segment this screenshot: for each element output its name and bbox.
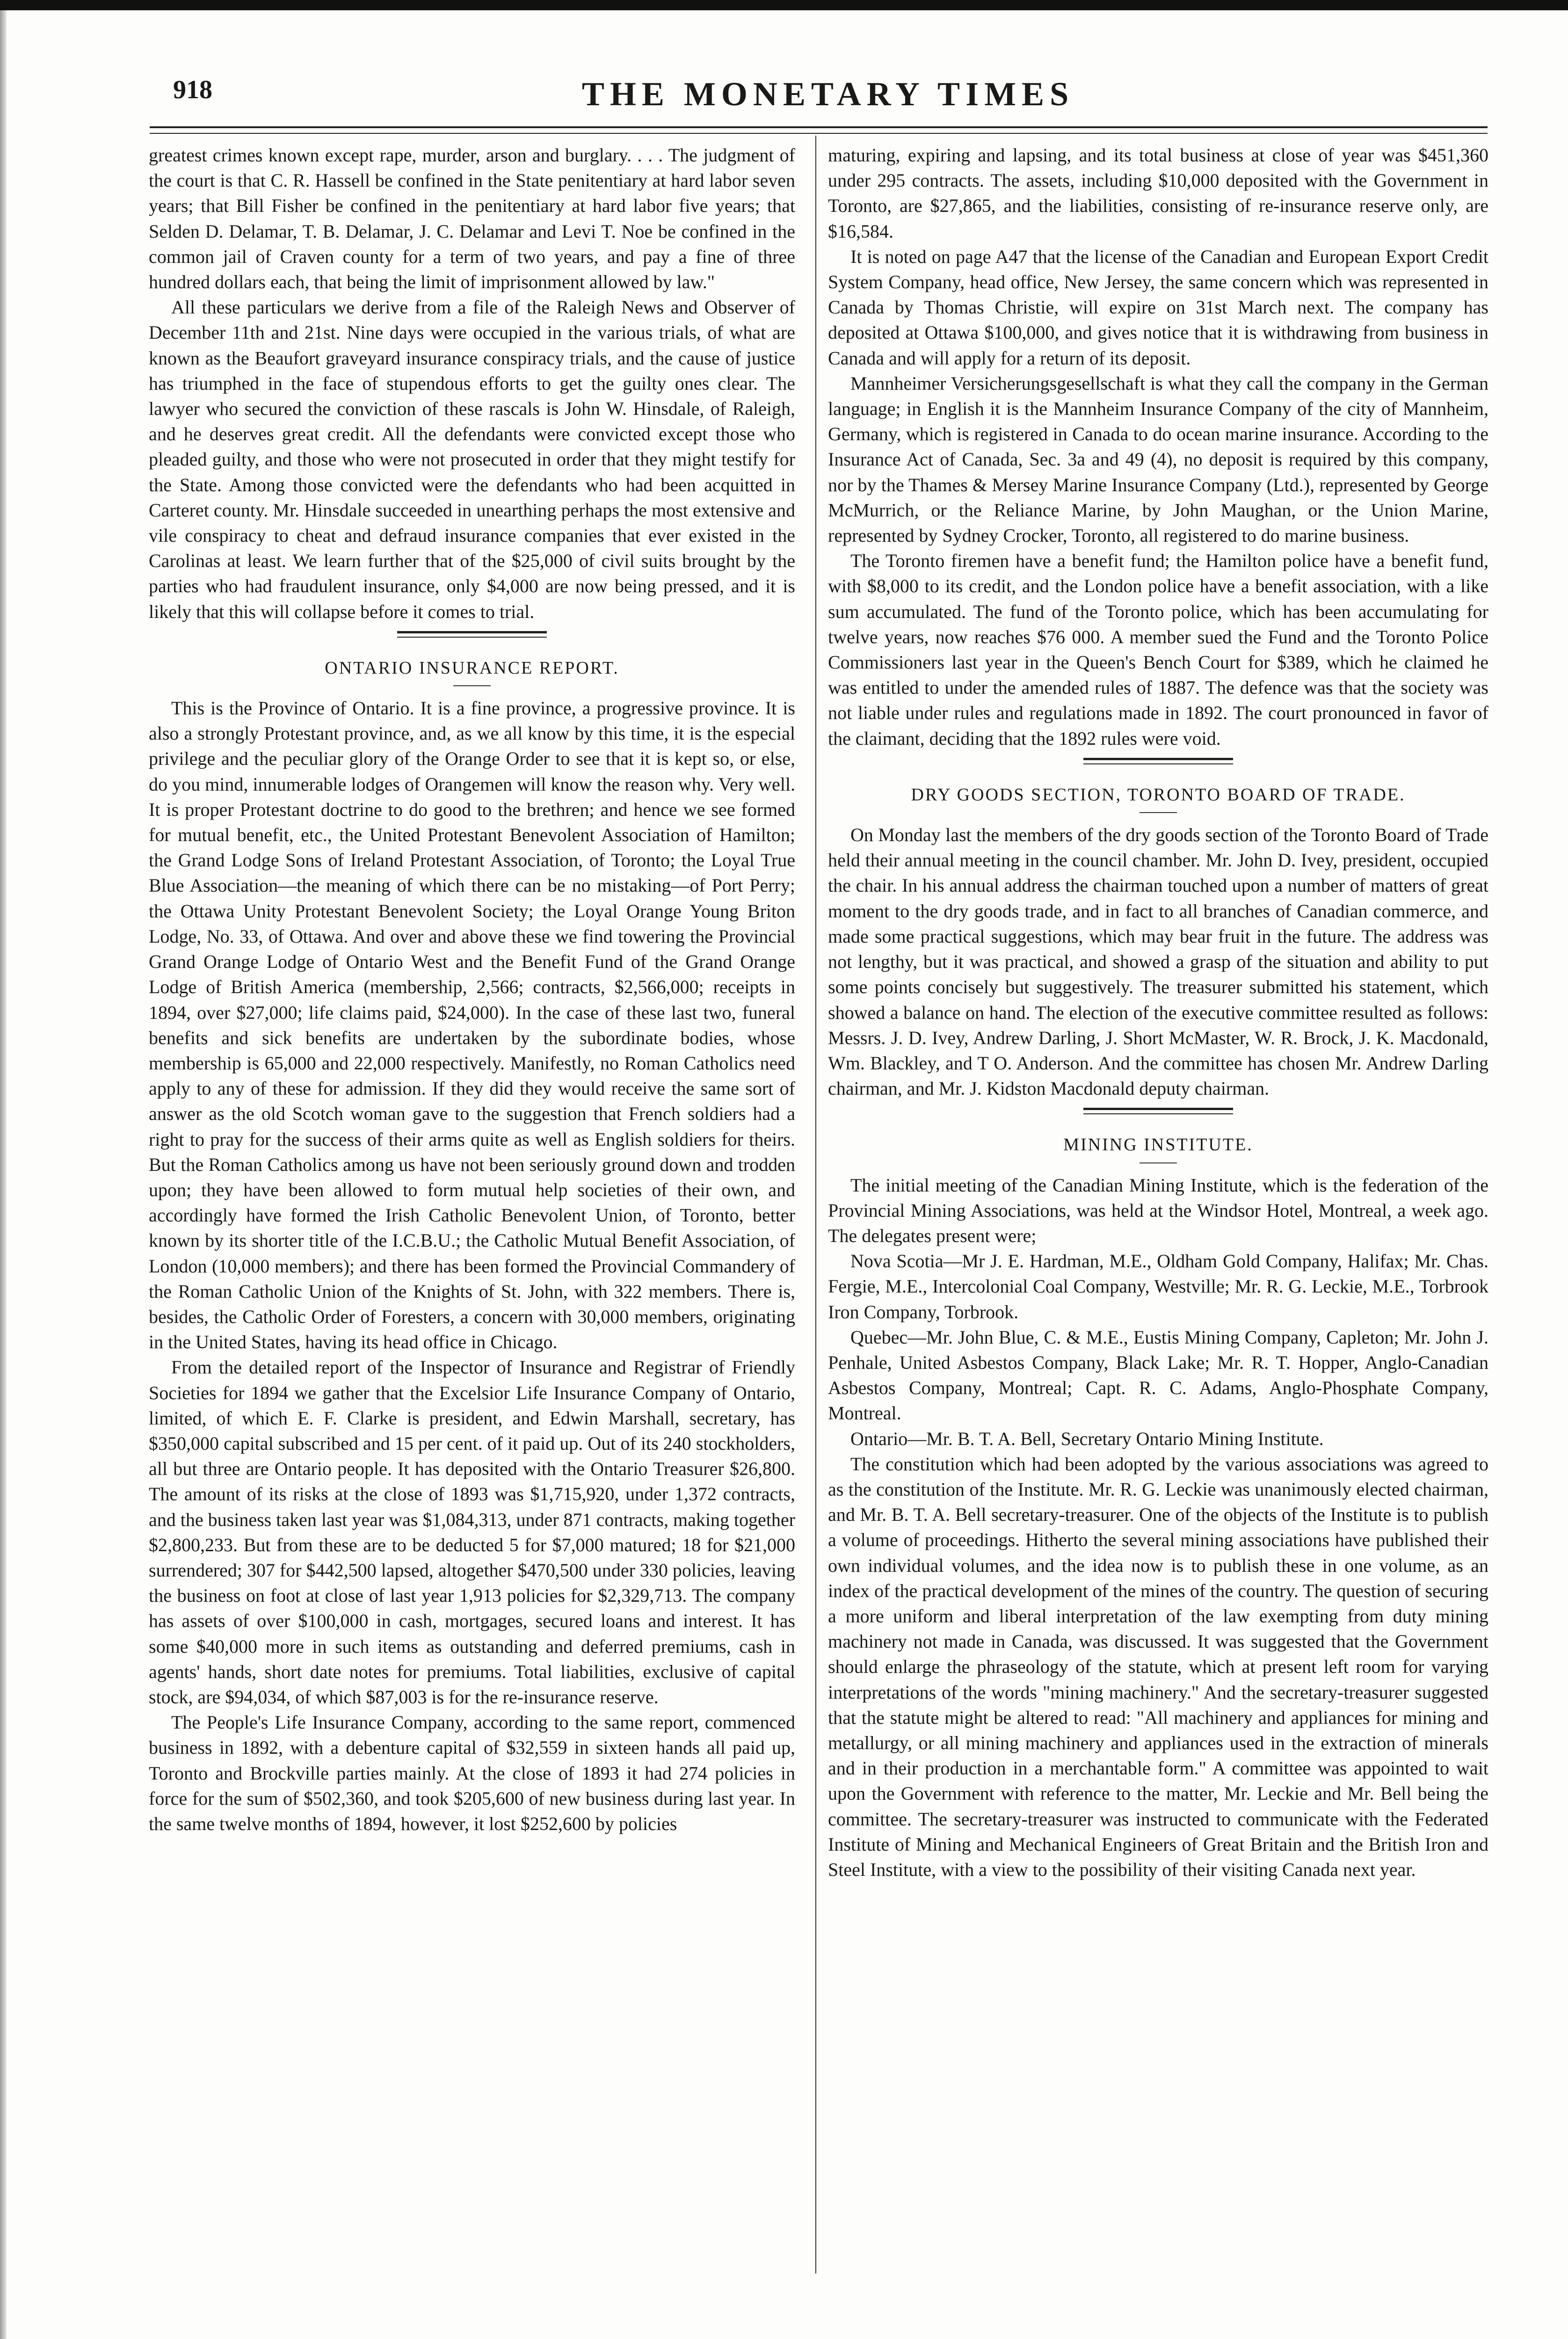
article-paragraph: This is the Province of Ontario. It is a fine province, a progressive province. It is also a strongly Protestant province, and, as we all know by this time, it is the especial privilege and the peculiar glory of the Orange Order to see that it is kept so, or else, do you mind, innumerable lodges of Orangemen will know the reason why. Very well. It is proper Protestant doctrine to do good to the brethren; and hence we see formed for mutual benefit, etc., the United Protestant Benevolent Association of Hamilton; the Grand Lodge Sons of Ireland Protestant Association, of Toronto; the Loyal True Blue Association—the meaning of which there can be no mistaking—of Port Perry; the Ottawa Unity Protestant Benevolent Society; the Loyal Orange Young Briton Lodge, No. 33, of Ottawa. And over and above these we find towering the Provincial Grand Orange Lodge of Ontario West and the Benefit Fund of the Grand Orange Lodge of British America (membership, 2,566; contracts, $2,566,000; receipts in 1894, over $27,000; life claims paid, $24,000). In the case of these last two, funeral benefits and sick benefits are undertaken by the subordinate bodies, whose membership is 65,000 and 22,000 respectively. Manifestly, no Roman Catholics need apply to any of these for admission. If they did they would receive the same sort of answer as the old Scotch woman gave to the suggestion that French soldiers had a right to pray for the success of their arms quite as well as English soldiers for theirs. But the Roman Catholics among us have not been seriously ground down and trodden upon; they have been allowed to form mutual help societies of their own, and accordingly have formed the Irish Catholic Benevolent Union, of Toronto, better known by its shorter title of the I.C.B.U.; the Catholic Mutual Benefit Association, of London (10,000 members); and there has been formed the Provincial Commandery of the Roman Catholic Union of the Knights of St. John, with 322 members. There is, besides, the Catholic Order of Foresters, a concern with 30,000 members, originating in the United States, having its head office in Chicago.	[149, 697, 795, 1353]
article-paragraph: The Toronto firemen have a benefit fund; the Hamilton police have a benefit fund, with $8,000 to its credit, and the London police have a benefit association, with a like sum accumulated. The fund of the Toronto police, which has been accumulating for twelve years, now reaches $76 000. A member sued the Fund and the Toronto Police Commissioners last year in the Queen's Bench Court for $389, which he claimed he was entitled to under the amended rules of 1887. The defence was that the society was not liable under rules and regulations made in 1892. The court pronounced in favor of the claimant, deciding that the 1892 rules were void.	[828, 550, 1488, 749]
article-paragraph: Mannheimer Versicherungsgesellschaft is what they call the company in the German language; in English it is the Mannheim Insurance Company of the city of Mannheim, Germany, which is registered in Canada to do ocean marine insurance. According to the Insurance Act of Canada, Sec. 3a and 49 (4), no deposit is required by this company, nor by the Thames & Mersey Marine Insurance Company (Ltd.), represented by George McMurrich, or the Reliance Marine, by John Maughan, or the Union Marine, represented by Sydney Crocker, Toronto, all registered to do marine business.	[828, 372, 1488, 546]
section-title-mining: MINING INSTITUTE.	[1063, 1135, 1253, 1155]
right-column	[828, 143, 1488, 1882]
article-paragraph: greatest crimes known except rape, murder, arson and burglary. . . . The judgment of the court is that C. R. Hassell be confined in the State penitentiary at hard labor seven years; that Bill Fisher be confined in the penitentiary at hard labor five years; that Selden D. Delamar, T. B. Delamar, J. C. Delamar and Levi T. Noe be confined in the common jail of Craven county for a term of two years, and pay a fine of three hundred dollars each, that being the limit of imprisonment allowed by law."	[149, 145, 795, 293]
article-paragraph: On Monday last the members of the dry goods section of the Toronto Board of Trade held their annual meeting in the council chamber. Mr. John D. Ivey, president, occupied the chair. In his annual address the chairman touched upon a number of matters of great moment to the dry goods trade, and in fact to all branches of Canadian commerce, and made some practical suggestions, which may bear fruit in the future. The address was not lengthy, but it was practical, and showed a grasp of the situation and ability to put some points concisely but suggestively. The treasurer submitted his statement, which showed a balance on hand. The election of the executive committee resulted as follows: Messrs. J. D. Ivey, Andrew Darling, J. Short McMaster, W. R. Brock, J. K. Macdonald, Wm. Blackley, and T O. Anderson. And the committee has chosen Mr. Andrew Darling chairman, and Mr. J. Kidston Macdonald deputy chairman.	[828, 824, 1488, 1099]
article-paragraph: The People's Life Insurance Company, according to the same report, commenced business in 1892, with a debenture capital of $32,559 in sixteen hands all paid up, Toronto and Brockville parties mainly. At the close of 1893 it had 274 policies in force for the sum of $502,360, and took $205,600 of new business during last year. In the same twelve months of 1894, however, it lost $252,600 by policies	[149, 1712, 795, 1834]
section-divider	[828, 1101, 1488, 1126]
top-border	[0, 0, 1568, 10]
column-divider	[815, 136, 816, 2274]
section-divider	[149, 625, 795, 649]
article-paragraph: The constitution which had been adopted by the various associations was agreed to as the constitution of the Institute. Mr. R. G. Leckie was unanimously elected chairman, and Mr. B. T. A. Bell secretary-treasurer. One of the objects of the Institute is to publish a volume of proceedings. Hitherto the several mining associations have published their own individual volumes, and the idea now is to publish these in one volume, as an index of the practical development of the mines of the country. The question of securing a more uniform and liberal interpretation of the law exempting from duty mining machinery not made in Canada, was discussed. It was suggested that the Government should enlarge the phraseology of the statute, which at present left room for varying interpretations of the words "mining machinery." And the secretary-treasurer suggested that the statute might be altered to read: "All machinery and appliances for mining and metallurgy, or all mining machinery and appliances used in the extraction of minerals and in their production in a merchantable form." A committee was appointed to wait upon the Government with reference to the matter, Mr. Leckie and Mr. Bell being the committee. The secretary-treasurer was instructed to communicate with the Federated Institute of Mining and Mechanical Engineers of Great Britain and the British Iron and Steel Institute, with a view to the possibility of their visiting Canada next year.	[828, 1453, 1488, 1880]
masthead-title: THE MONETARY TIMES	[581, 75, 1074, 113]
header-rule-thin	[150, 133, 1488, 134]
title-underline	[1140, 1162, 1177, 1163]
left-column	[149, 143, 795, 1837]
title-underline	[453, 685, 491, 686]
header-rule	[150, 126, 1488, 128]
article-paragraph: It is noted on page A47 that the license of the Canadian and European Export Credit System Company, head office, New Jersey, the same concern which was represented in Canada by Thomas Christie, will expire on 31st March next. The company has deposited at Ottawa $100,000, and gives notice that it is withdrawing from business in Canada and will apply for a return of its deposit.	[828, 246, 1488, 369]
article-paragraph: maturing, expiring and lapsing, and its total business at close of year was $451,360 under 295 contracts. The assets, including $10,000 deposited with the Government in Toronto, are $27,865, and the liabilities, consisting of re-insurance reserve only, are $16,584.	[828, 145, 1488, 242]
article-paragraph: From the detailed report of the Inspector of Insurance and Registrar of Friendly Societies for 1894 we gather that the Excelsior Life Insurance Company of Ontario, limited, of which E. F. Clarke is president, and Edwin Marshall, secretary, has $350,000 capital subscribed and 15 per cent. of it paid up. Out of its 240 stockholders, all but three are Ontario people. It has deposited with the Ontario Treasurer $26,800. The amount of its risks at the close of 1893 was $1,715,920, under 1,372 contracts, and the business taken last year was $1,084,313, under 871 contracts, making together $2,800,233. But from these are to be deducted 5 for $7,000 matured; 18 for $21,000 surrendered; 307 for $442,500 lapsed, altogether $470,500 under 330 policies, leaving the business on foot at close of last year 1,913 policies for $2,329,713. The company has assets of over $100,000 in cash, mortgages, secured loans and interest. It has some $40,000 more in such items as outstanding and deferred premiums, cash in agents' hands, short date notes for premiums. Total liabilities, exclusive of capital stock, are $94,034, of which $87,003 is for the re-insurance reserve.	[149, 1357, 795, 1707]
article-paragraph: The initial meeting of the Canadian Mining Institute, which is the federation of the Provincial Mining Associations, was held at the Windsor Hotel, Montreal, a week ago. The delegates present were;	[828, 1174, 1488, 1246]
section-title-dry-goods: DRY GOODS SECTION, TORONTO BOARD OF TRADE.	[911, 785, 1406, 805]
article-paragraph: Quebec—Mr. John Blue, C. & M.E., Eustis Mining Company, Capleton; Mr. John J. Penhale, United Asbestos Company, Black Lake; Mr. R. T. Hopper, Anglo-Canadian Asbestos Company, Montreal; Capt. R. C. Adams, Anglo-Phosphate Company, Montreal.	[828, 1326, 1488, 1424]
page-number: 918	[173, 75, 212, 104]
section-divider	[828, 751, 1488, 776]
article-paragraph: All these particulars we derive from a file of the Raleigh News and Observer of December 11th and 21st. Nine days were occupied in the various trials, of what are known as the Beaufort graveyard insurance conspiracy trials, and the cause of justice has triumphed in the face of stupendous efforts to get the guilty ones clear. The lawyer who secured the conviction of these rascals is John W. Hinsdale, of Raleigh, and he deserves great credit. All the defendants were convicted except those who pleaded guilty, and those who were not prosecuted in order that they might testify for the State. Among those convicted were the defendants who had been acquitted in Carteret county. Mr. Hinsdale succeeded in unearthing perhaps the most extensive and vile conspiracy to cheat and defraud insurance companies that ever existed in the Carolinas at least. We learn further that of the $25,000 of civil suits brought by the parties who had fraudulent insurance, only $4,000 are now being pressed, and it is likely that this will collapse before it comes to trial.	[149, 297, 795, 622]
title-underline	[1140, 812, 1177, 813]
page-edge	[0, 10, 7, 2339]
article-paragraph: Nova Scotia—Mr J. E. Hardman, M.E., Oldham Gold Company, Halifax; Mr. Chas. Fergie, M.E., Intercolonial Coal Company, Westville; Mr. R. G. Leckie, M.E., Torbrook Iron Company, Torbrook.	[828, 1250, 1488, 1322]
page-header	[173, 70, 1483, 122]
section-title-ontario: ONTARIO INSURANCE REPORT.	[325, 658, 619, 678]
article-paragraph: Ontario—Mr. B. T. A. Bell, Secretary Ontario Mining Institute.	[850, 1428, 1324, 1449]
